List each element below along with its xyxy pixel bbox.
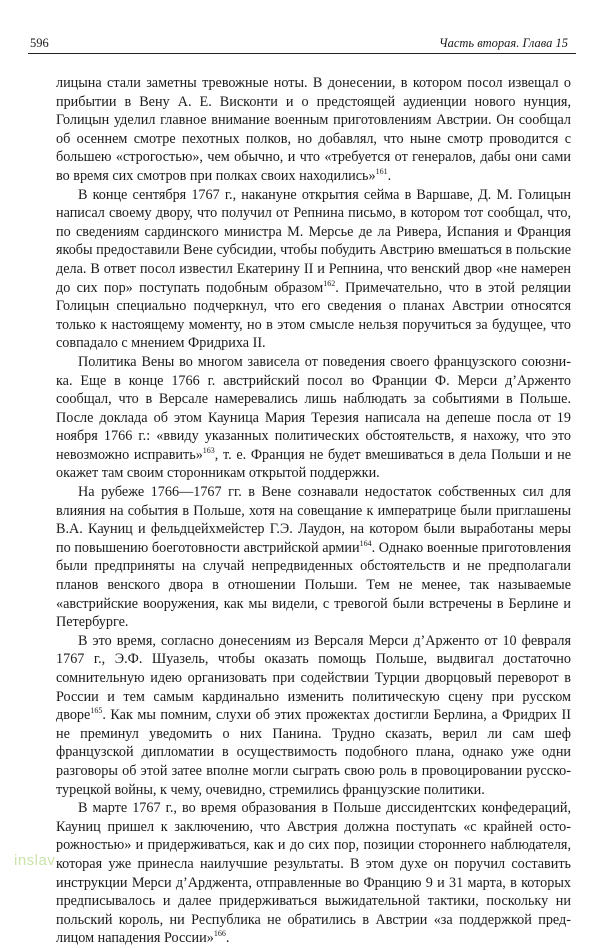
paragraph-text-tail: . Однако военные приготовления были предприняты на случай непредвиденных обстоятельств и не предполагали планов венского двора в отношении Польши. Тем не менее, так называемые «австрийские вооружения, как мы видели, с тревогой были встречены в Берлине и Петербурге. [56, 539, 571, 631]
header-rule [28, 53, 576, 54]
paragraph-text: В марте 1767 г., во время образования в Польше диссидентских конфедераций, Кауниц пришел к заключению, что Австрия должна поступать «с крайней осторожностью» и придерживаться, как и до сих пор, позиции стороннего наблюдателя, которая уже принесла наилучшие результаты. В этом духе он поручил составить инструкции Мерси д’Арджента, отправленные во Францию 9 и 31 марта, в которых предписывалось и далее придерживаться выжидательной тактики, поскольку ни польский король, ни Республика не обратились в Австрии «за поддержкой предлицом нападения России» [56, 800, 571, 947]
paragraph-text-tail: . [387, 167, 392, 184]
footnote-ref: 165 [90, 706, 103, 716]
paragraph-text: В конце сентября 1767 г., накануне открытия сейма в Варшаве, Д. М. Голицын написал своему двору, что получил от Репнина письмо, в котором тот сообщал, что, по сведениям сардинского министра М. Мерсье де ла Ривера, Испания и Франция якобы предоставили Вене субсидии, чтобы побудить Австрию вмешаться в польские дела. В ответ посол известил Екатерину II и Репнина, что венский двор «не намерен до сих пор» поступать подобным образом [56, 186, 571, 296]
paragraph-text: лицына стали заметны тревожные ноты. В донесении, в котором посол извещал о прибытии в Вену А. Е. Висконти и о предстоящей аудиенции нового нунция, Голицын уделил главное внимание военным приготовлениям Австрии. Он сообщал об осеннем смотре пехотных полков, но добавлял, что ныне смотр проводится с большею «строгостью», чем обычно, и что «требуется от генералов, дабы они сами во время сих смотров при полках своих находились» [56, 75, 571, 184]
paragraph-text: Политика Вены во многом зависела от поведения своего французского союзника. Еще в конце 1766 г. австрийский посол во Франции Ф. Мерси д’Арженто сообщал, что в Версале намеревались лишь наблюдать за событиями в Польше. После доклада об этом Кауница Мария Терезия написала на депеше посла от 19 ноября 1766 г.: «ввиду указанных политических обстоятельств, я нахожу, что это невозможно исправить» [56, 353, 571, 463]
watermark: inslav [14, 852, 56, 869]
body-text [56, 74, 571, 948]
paragraph [56, 483, 571, 632]
paragraph [56, 632, 571, 799]
paragraph-text: На рубеже 1766—1767 гг. в Вене сознавали недостаток собственных сил для влияния на события в Польше, хотя на совещание к императрице были приглашены В.А. Кауниц и фельдцейхмейстер Г.Э. Лаудон, на котором были выработаны меры по повышению боеготовности австрийской армии [56, 484, 571, 556]
running-title: Часть вторая. Глава 15 [438, 36, 568, 50]
footnote-ref: 162 [323, 278, 336, 288]
paragraph-text-tail: . [225, 930, 230, 947]
paragraph-text: В это время, согласно донесениям из Версаля Мерси д’Арженто от 10 февраля 1767 г., Э.Ф. Шуазель, чтобы оказать помощь Польше, выдвигал достаточно сомнительную идею организовать при содействии Турции дворцовый переворот в России и тем самым кардинально изменить политическую сцену при русском дворе [56, 632, 571, 724]
footnote-ref: 166 [213, 929, 226, 939]
page-number: 596 [30, 36, 49, 50]
running-header [20, 34, 576, 54]
paragraph-text-tail: , т. е. Франция не будет вмешиваться в дела Польши и не окажет там своим сторонникам открытой поддержки. [56, 446, 572, 482]
footnote-ref: 161 [375, 166, 388, 176]
paragraph [56, 799, 571, 948]
paragraph-text-tail: . Примечательно, что в этой реляции Голицын специально подчеркнул, что его сведения о планах Австрии относятся только к настоящему моменту, но в этом смысле нельзя поручиться за будущее, что совпадало с мнением Фридриха II. [56, 279, 571, 352]
footnote-ref: 164 [359, 538, 372, 548]
paragraph [56, 186, 571, 353]
paragraph-text-tail: . Как мы помним, слухи об этих прожектах достигли Берлина, а Фридрих II не преминул уведомить о них Панина. Трудно сказать, верил ли сам шеф французской дипломатии в осуществимость подобного плана, однако уже одни разговоры об этой затее вполне могли сыграть свою роль в провоцировании русско-турецкой войны, к чему, очевидно, стремились французские политики. [56, 707, 571, 798]
footnote-ref: 163 [202, 445, 215, 455]
paragraph [56, 74, 571, 186]
paragraph [56, 353, 571, 483]
